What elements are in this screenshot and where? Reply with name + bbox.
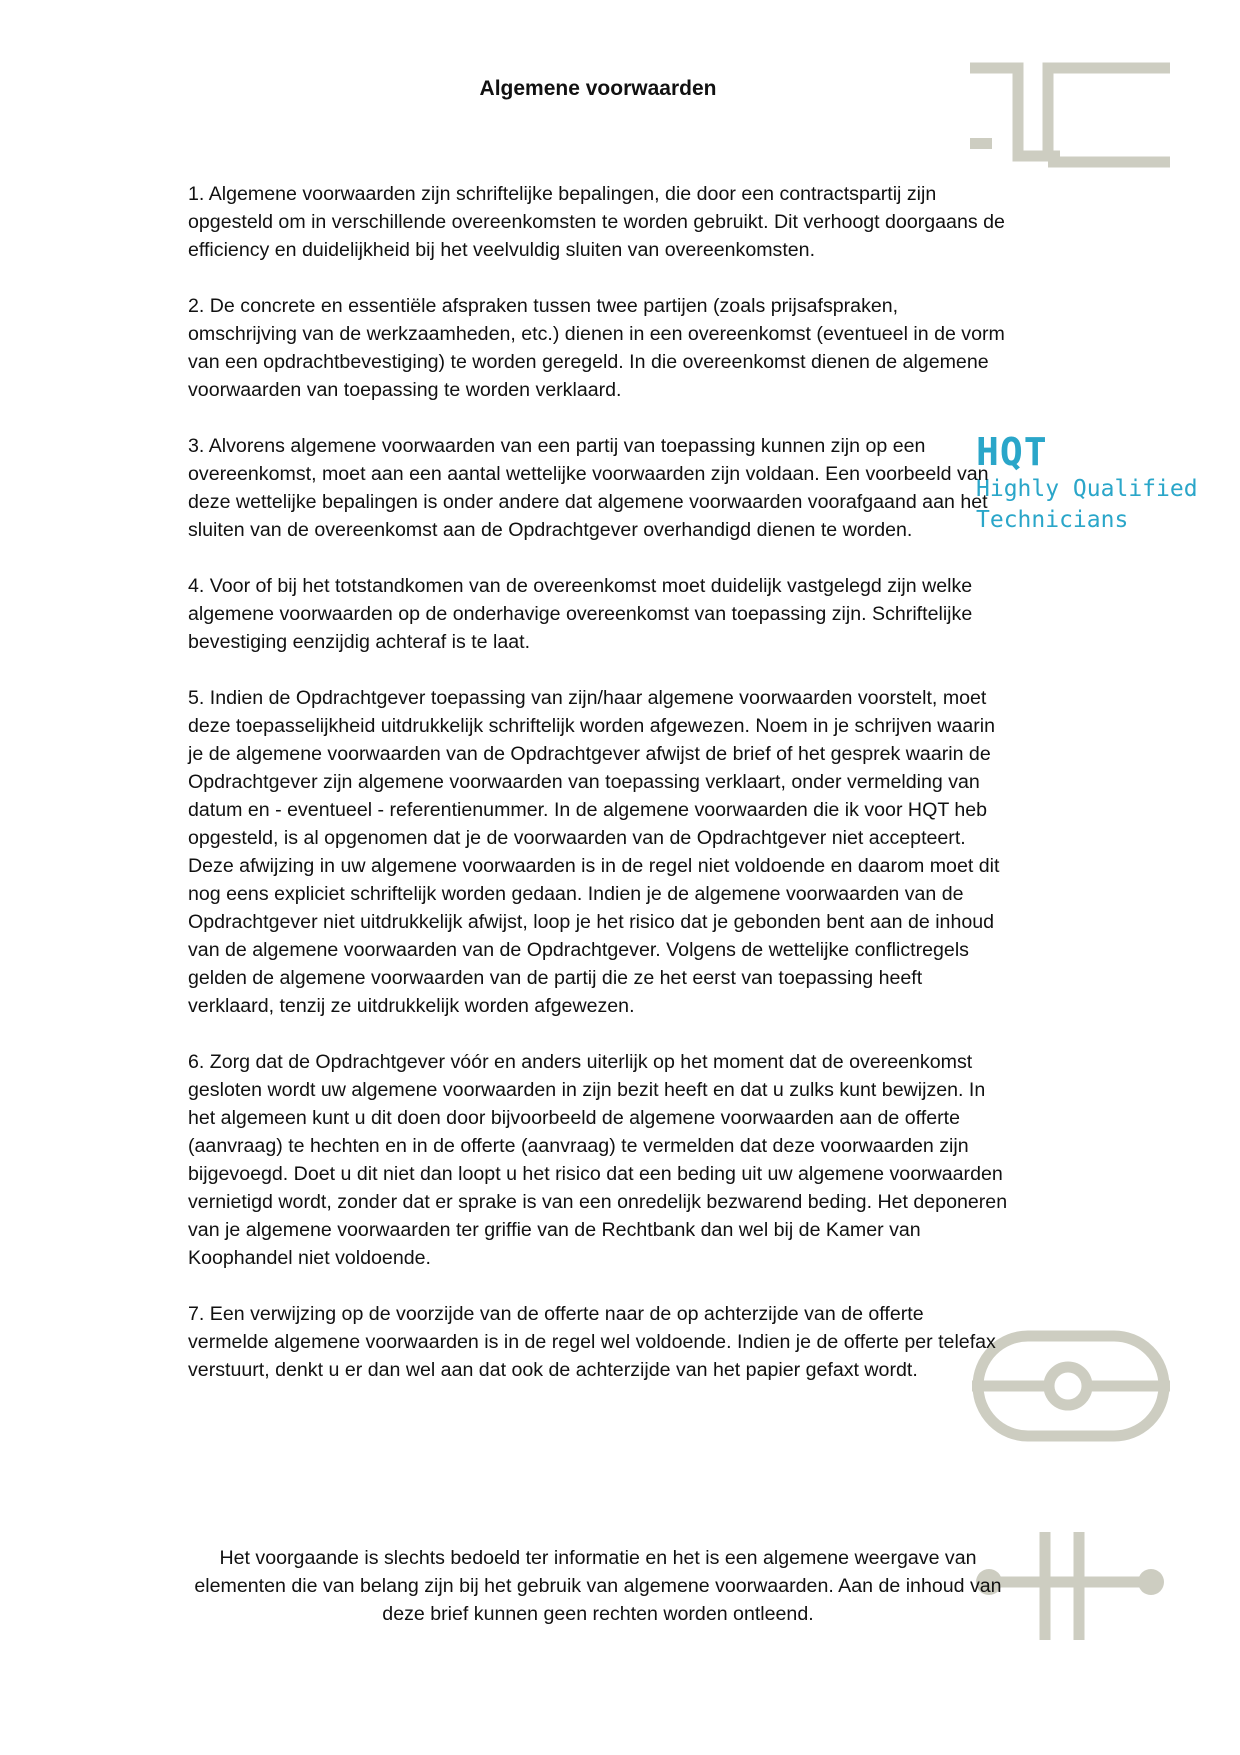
- paragraph-7: 7. Een verwijzing op de voorzijde van de offerte naar de op achterzijde van de offerte vermelde algemene voorwaarden is in de regel wel voldoende. Indien je de offerte per telefax verstuurt, denkt u er dan wel aan dat ook de achterzijde van het papier gefaxt wordt.: [188, 1303, 996, 1381]
- paragraph-4: 4. Voor of bij het totstandkomen van de overeenkomst moet duidelijk vastgelegd zijn welke algemene voorwaarden op de onderhavige overeenkomst van toepassing zijn. Schriftelijke bevestiging eenzijdig achteraf is te laat.: [188, 575, 973, 653]
- logo-tagline-1: Highly Qualified: [976, 476, 1198, 502]
- hqt-logo: [976, 430, 1198, 536]
- paragraph-1: 1. Algemene voorwaarden zijn schriftelijke bepalingen, die door een contractspartij zijn opgesteld om in verschillende overeenkomsten te worden gebruikt. Dit verhoogt doorgaans de efficiency en duidelijkheid bij het veelvuldig sluiten van overeenkomsten.: [188, 183, 1005, 261]
- logo-name: HQT: [976, 430, 1048, 474]
- logo-tagline-2: Technicians: [976, 507, 1129, 533]
- paragraph-3: 3. Alvorens algemene voorwaarden van een partij van toepassing kunnen zijn op een overeenkomst, moet aan een aantal wettelijke voorwaarden zijn voldaan. Een voorbeeld van deze wettelijke bepalingen is onder andere dat algemene voorwaarden voorafgaand aan het sluiten van de overeenkomst aan de Opdrachtgever overhandigd dienen te worden.: [188, 435, 989, 541]
- paragraph-5: 5. Indien de Opdrachtgever toepassing van zijn/haar algemene voorwaarden voorstelt, moet deze toepasselijkheid uitdrukkelijk schriftelijk worden afgewezen. Noem in je schrijven waarin je de algemene voorwaarden van de Opdrachtgever afwijst de brief of het gesprek waarin de Opdrachtgever zijn algemene voorwaarden van toepassing verklaart, onder vermelding van datum en - eventueel - referentienummer. In de algemene voorwaarden die ik voor HQT heb opgesteld, is al opgenomen dat je de voorwaarden van de Opdrachtgever niet accepteert. Deze afwijzing in uw algemene voorwaarden is in de regel niet voldoende en daarom moet dit nog eens expliciet schriftelijk worden gedaan. Indien je de algemene voorwaarden van de Opdrachtgever niet uitdrukkelijk afwijst, loop je het risico dat je gebonden bent aan de inhoud van de algemene voorwaarden van de Opdrachtgever. Volgens de wettelijke conflictregels gelden de algemene voorwaarden van de partij die ze het eerst van toepassing heeft verklaard, tenzij ze uitdrukkelijk worden afgewezen.: [188, 687, 1000, 1017]
- document-body: [188, 180, 1008, 1412]
- paragraph-6: 6. Zorg dat de Opdrachtgever vóór en anders uiterlijk op het moment dat de overeenkomst gesloten wordt uw algemene voorwaarden in zijn bezit heeft en dat u zulks kunt bewijzen. In het algemeen kunt u dit doen door bijvoorbeeld de algemene voorwaarden aan de offerte (aanvraag) te hechten en in de offerte (aanvraag) te vermelden dat deze voorwaarden zijn bijgevoegd. Doet u dit niet dan loopt u het risico dat een beding uit uw algemene voorwaarden vernietigd wordt, zonder dat er sprake is van een onredelijk bezwarend beding. Het deponeren van je algemene voorwaarden ter griffie van de Rechtbank dan wel bij de Kamer van Koophandel niet voldoende.: [188, 1051, 1008, 1269]
- document-title: Algemene voorwaarden: [479, 77, 717, 100]
- paragraph-2: 2. De concrete en essentiële afspraken tussen twee partijen (zoals prijsafspraken, omschrijving van de werkzaamheden, etc.) dienen in een overeenkomst (eventueel in de vorm van een opdrachtbevestiging) te worden geregeld. In die overeenkomst dienen de algemene voorwaarden van toepassing te worden verklaard.: [188, 295, 1005, 401]
- disclaimer-footer: Het voorgaande is slechts bedoeld ter informatie en het is een algemene weergave van elementen die van belang zijn bij het gebruik van algemene voorwaarden. Aan de inhoud van deze brief kunnen geen rechten worden ontleend.: [194, 1547, 1002, 1625]
